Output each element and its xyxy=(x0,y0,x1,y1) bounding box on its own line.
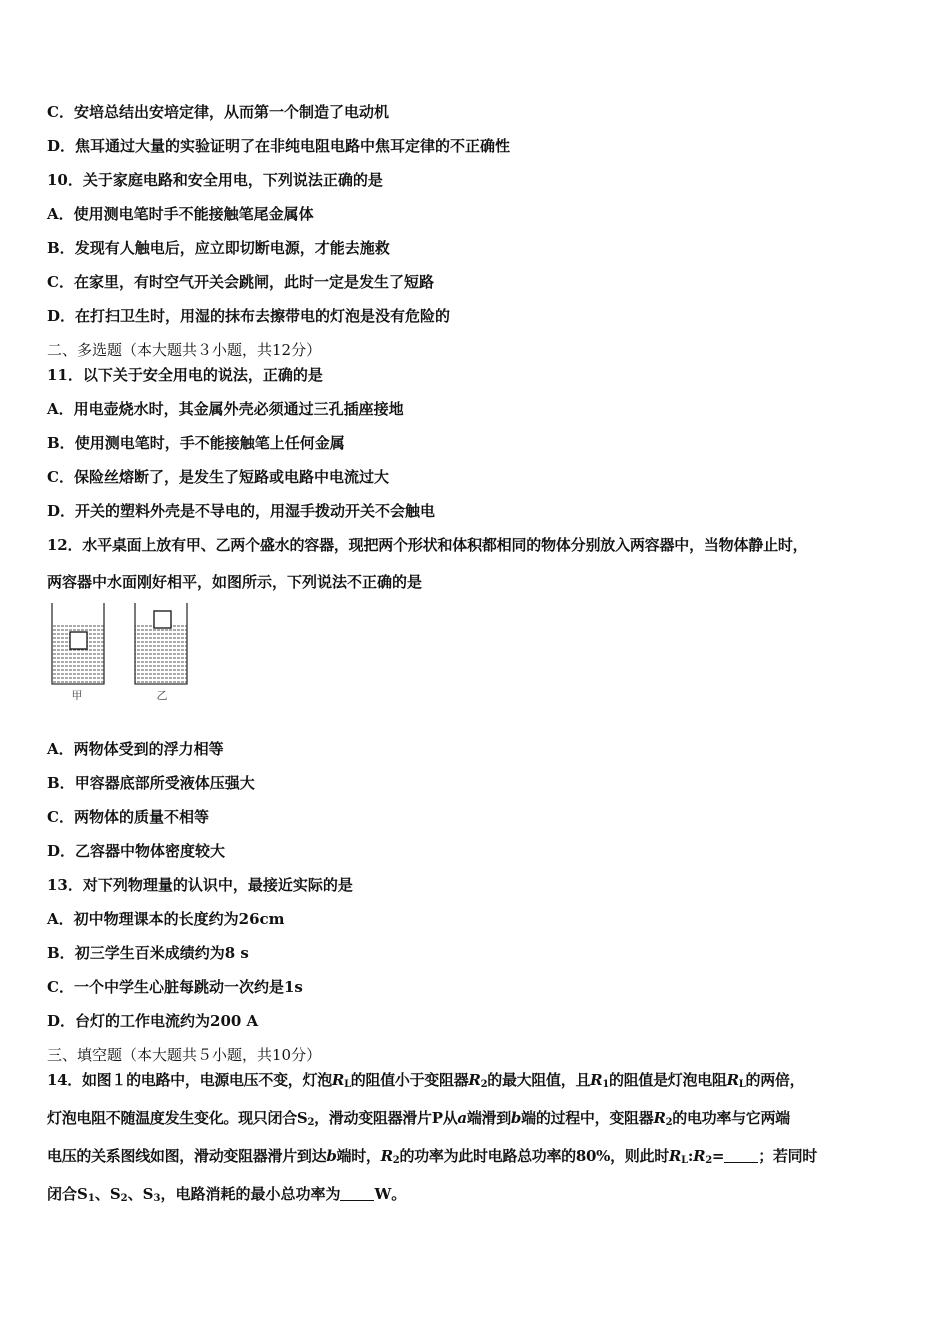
q13-option-a xyxy=(47,909,285,929)
option-label: D． xyxy=(47,137,76,155)
option-text: 焦耳通过大量的实验证明了在非纯电阻电路中焦耳定律的不正确性 xyxy=(75,137,511,155)
q10-option-b xyxy=(47,238,390,258)
q9-option-d xyxy=(47,136,510,156)
object-block-jia xyxy=(70,632,87,649)
option-label: A． xyxy=(47,205,74,223)
option-label: D． xyxy=(47,307,76,325)
q12-stem-line-2: 两容器中水面刚好相平，如图所示，下列说法不正确的是 xyxy=(47,573,423,591)
option-label: C． xyxy=(47,468,74,486)
option-label: D． xyxy=(47,502,76,520)
option-label: A． xyxy=(47,740,74,758)
option-text: 在打扫卫生时，用湿的抹布去擦带电的灯泡是没有危险的 xyxy=(75,307,451,325)
option-text: 发现有人触电后，应立即切断电源，才能去施救 xyxy=(74,239,390,257)
option-text: 使用测电笔时，手不能接触笔上任何金属 xyxy=(74,434,345,452)
option-label: C． xyxy=(47,978,74,996)
option-text: 在家里，有时空气开关会跳闸，此时一定是发生了短路 xyxy=(73,273,434,291)
q10-option-a xyxy=(47,204,314,224)
option-text: 两物体的质量不相等 xyxy=(73,808,209,826)
option-text: 乙容器中物体密度较大 xyxy=(75,842,226,860)
q12-option-a xyxy=(47,739,224,759)
q12-option-b xyxy=(47,773,255,793)
option-label: C． xyxy=(47,103,74,121)
q13-option-d xyxy=(47,1011,258,1031)
answer-blank-power[interactable] xyxy=(340,1186,374,1201)
q10-option-c xyxy=(47,272,434,292)
option-text: 用电壶烧水时，其金属外壳必须通过三孔插座接地 xyxy=(73,400,404,418)
option-label: D． xyxy=(47,1012,76,1030)
label-jia: 甲 xyxy=(71,689,83,702)
option-text: 甲容器底部所受液体压强大 xyxy=(74,774,255,792)
q13-option-c xyxy=(47,977,303,997)
label-yi: 乙 xyxy=(156,689,168,702)
option-text: 开关的塑料外壳是不导电的，用湿手拨动开关不会触电 xyxy=(75,502,436,520)
option-label: D． xyxy=(47,842,76,860)
containers-figure xyxy=(46,600,206,708)
q13-option-b xyxy=(47,943,249,963)
q12-option-d xyxy=(47,841,225,861)
option-label: A． xyxy=(47,400,74,418)
option-text: 一个中学生心脏每跳动一次约是1s xyxy=(73,978,303,996)
q11-option-a xyxy=(47,399,404,419)
answer-blank-ratio[interactable] xyxy=(724,1148,758,1163)
q14-line-3: 电压的关系图线如图，滑动变阻器滑片到达b端时，$R_2$的功率为此时电路总功率的80%，则此时$R_L:R_2=$ ；若同时 xyxy=(47,1147,817,1166)
section-title-multiple-choice: 二、多选题（本大题共３小题，共12分） xyxy=(47,341,322,359)
option-text: 保险丝熔断了，是发生了短路或电路中电流过大 xyxy=(73,468,389,486)
q10-stem: 10．关于家庭电路和安全用电，下列说法正确的是 xyxy=(47,171,383,189)
q12-stem-line-1: 12．水平桌面上放有甲、乙两个盛水的容器，现把两个形状和体积都相同的物体分别放入两容器中，当物体静止时， xyxy=(47,536,808,554)
option-text: 台灯的工作电流约为200 A xyxy=(75,1012,259,1030)
option-text: 初中物理课本的长度约为26cm xyxy=(73,910,285,928)
q14-line-1: 14．如图１的电路中，电源电压不变，灯泡$R_L$的阻值小于变阻器$R_2$的最大阻值，且$R_1$的阻值是灯泡电阻$R_L$的两倍， xyxy=(47,1071,805,1090)
option-label: B． xyxy=(47,774,75,792)
option-label: C． xyxy=(47,808,74,826)
option-label: B． xyxy=(47,239,75,257)
q11-stem: 11．以下关于安全用电的说法，正确的是 xyxy=(47,366,323,384)
q13-stem: 13．对下列物理量的认识中，最接近实际的是 xyxy=(47,876,353,894)
q14-line-2: 灯泡电阻不随温度发生变化。现只闭合$S_2$，滑动变阻器滑片P从a端滑到b端的过程中，变阻器$R_2$的电功率与它两端 xyxy=(47,1109,790,1128)
q11-option-d xyxy=(47,501,435,521)
option-label: B． xyxy=(47,434,75,452)
option-text: 安培总结出安培定律，从而第一个制造了电动机 xyxy=(73,103,389,121)
option-text: 初三学生百米成绩约为8 s xyxy=(74,944,249,962)
option-label: A． xyxy=(47,910,74,928)
q12-option-c xyxy=(47,807,209,827)
q11-option-c xyxy=(47,467,389,487)
container-yi xyxy=(135,603,187,702)
option-label: B． xyxy=(47,944,75,962)
object-block-yi xyxy=(154,611,171,628)
option-text: 两物体受到的浮力相等 xyxy=(73,740,224,758)
option-label: C． xyxy=(47,273,74,291)
q9-option-c xyxy=(47,102,389,122)
q11-option-b xyxy=(47,433,345,453)
section-title-fill-in: 三、填空题（本大题共５小题，共10分） xyxy=(47,1046,322,1064)
q14-line-4: 闭合$S_1$、$S_2$、$S_3$，电路消耗的最小总功率为 W。 xyxy=(47,1185,407,1204)
container-jia xyxy=(52,603,104,702)
option-text: 使用测电笔时手不能接触笔尾金属体 xyxy=(73,205,314,223)
q10-option-d xyxy=(47,306,450,326)
